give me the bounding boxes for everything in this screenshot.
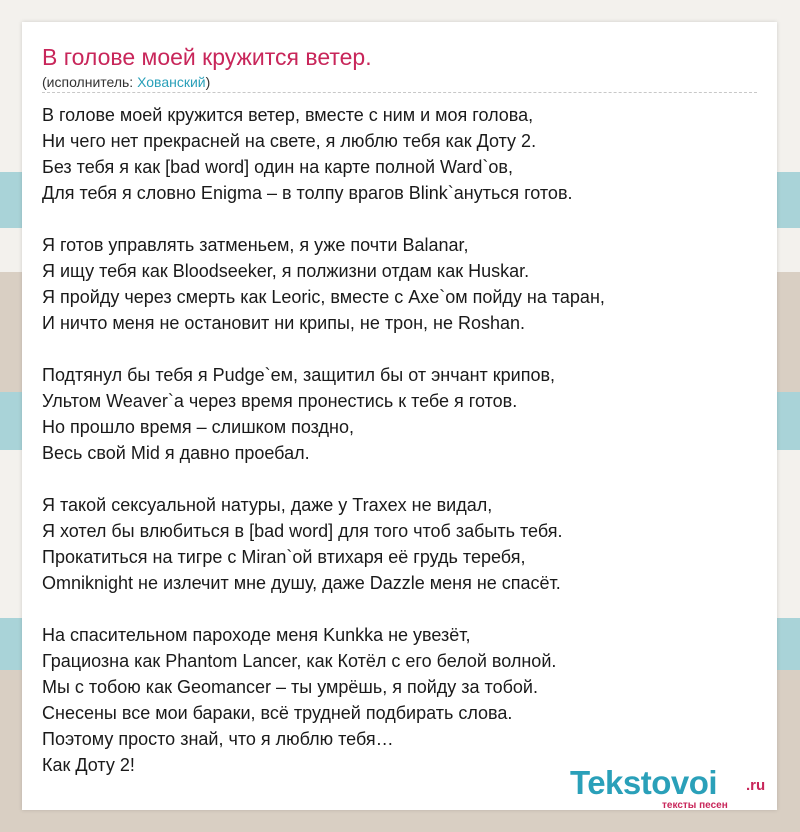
lyric-line: Без тебя я как [bad word] один на карте полной Ward`ов, [42, 157, 513, 177]
verse [42, 232, 762, 336]
title-divider [42, 92, 757, 93]
lyric-line: Грациозна как Phantom Lancer, как Котёл с его белой волной. [42, 651, 557, 671]
watermark-name: Tekstovoi [570, 764, 718, 801]
lyric-line: Но прошло время – слишком поздно, [42, 417, 354, 437]
verse [42, 622, 762, 778]
artist-prefix: (исполнитель: [42, 74, 138, 90]
lyric-line: Omniknight не излечит мне душу, даже Dazzle меня не спасёт. [42, 573, 561, 593]
artist-line [42, 74, 210, 90]
lyrics-body [42, 102, 762, 778]
watermark-tagline: тексты песен [662, 800, 728, 811]
lyric-line: И ничто меня не остановит ни крипы, не трон, не Roshan. [42, 313, 526, 333]
watermark-tld: .ru [746, 777, 766, 794]
lyric-line: Весь свой Mid я давно проебал. [42, 443, 310, 463]
lyric-line: Я хотел бы влюбиться в [bad word] для того чтоб забыть тебя. [42, 521, 563, 541]
lyric-line: Я ищу тебя как Bloodseeker, я полжизни отдам как Huskar. [42, 261, 530, 281]
lyric-line: Прокатиться на тигре с Miran`ой втихаря её грудь теребя, [42, 547, 526, 567]
lyrics-card [22, 22, 777, 810]
song-title: В голове моей кружится ветер. [42, 44, 372, 70]
lyric-line: Я готов управлять затменьем, я уже почти Balanar, [42, 235, 469, 255]
verse [42, 362, 762, 466]
artist-link[interactable]: Хованский [137, 74, 206, 90]
lyric-line: Я пройду через смерть как Leoric, вместе с Axe`ом пойду на таран, [42, 287, 605, 307]
lyric-line: Подтянул бы тебя я Pudge`ем, защитил бы от энчант крипов, [42, 365, 556, 385]
lyric-line: Для тебя я словно Enigma – в толпу врагов Blink`ануться готов. [42, 183, 573, 203]
lyric-line: Я такой сексуальной натуры, даже у Traxex не видал, [42, 495, 493, 515]
verse [42, 102, 762, 206]
lyric-line: Как Доту 2! [42, 755, 135, 775]
lyric-line: В голове моей кружится ветер, вместе с ним и моя голова, [42, 105, 534, 125]
lyric-line: Снесены все мои бараки, всё трудней подбирать слова. [42, 703, 513, 723]
artist-suffix: ) [205, 74, 211, 90]
lyric-line: На спасительном пароходе меня Kunkka не увезёт, [42, 625, 471, 645]
site-watermark-logo [570, 764, 780, 814]
lyric-line: Поэтому просто знай, что я люблю тебя… [42, 729, 394, 749]
lyric-line: Ультом Weaver`a через время пронестись к тебе я готов. [42, 391, 518, 411]
verse [42, 492, 762, 596]
lyric-line: Мы с тобою как Geomancer – ты умрёшь, я пойду за тобой. [42, 677, 538, 697]
lyric-line: Ни чего нет прекрасней на свете, я люблю тебя как Доту 2. [42, 131, 537, 151]
